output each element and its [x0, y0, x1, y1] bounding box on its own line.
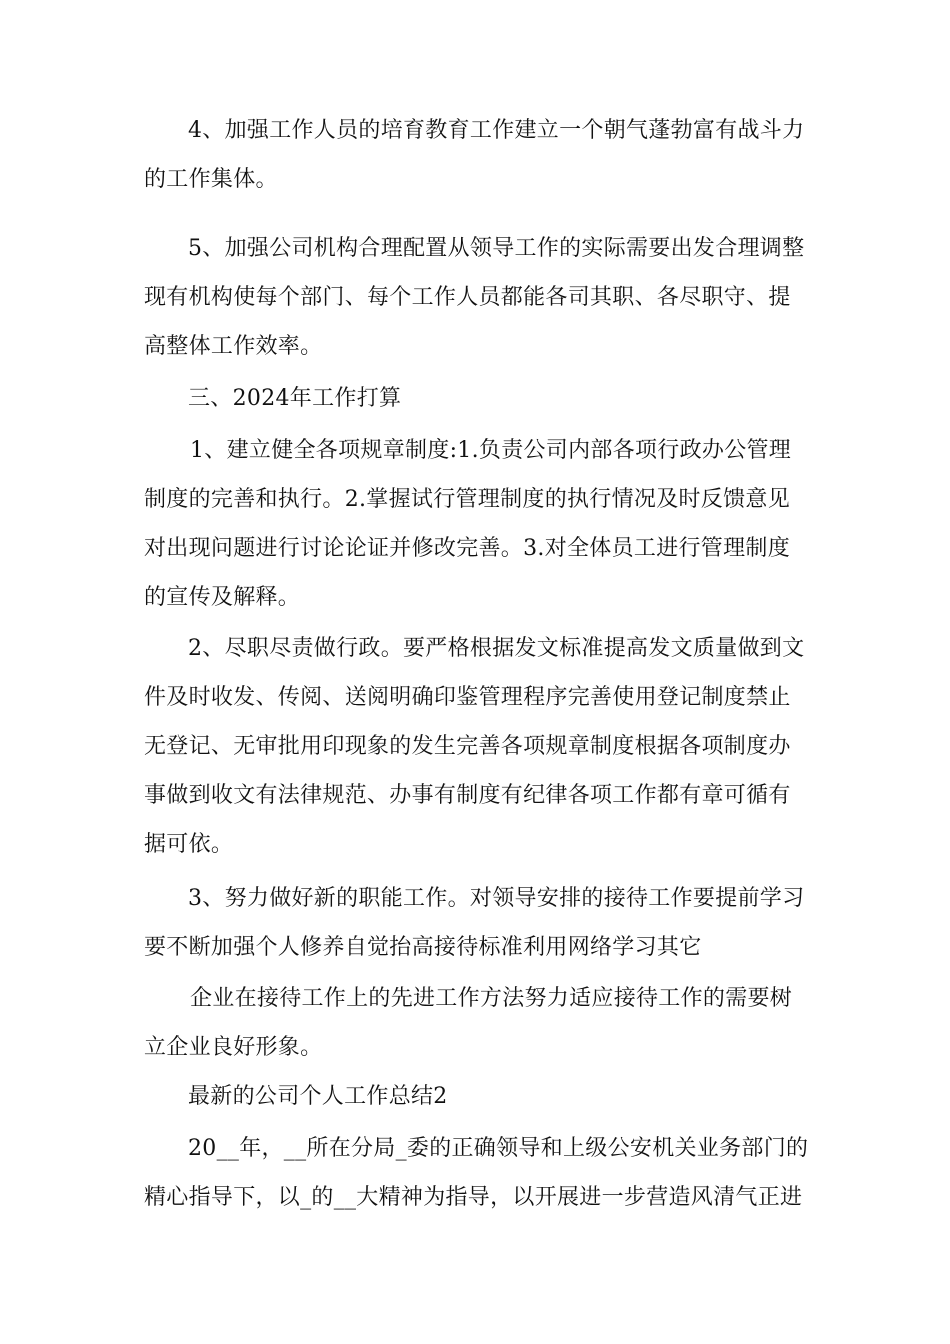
text-line: 的工作集体。	[144, 167, 278, 192]
text-line: 20__年，__所在分局_委的正确领导和上级公安机关业务部门的	[188, 1136, 809, 1161]
text-line: 无登记、无审批用印现象的发生完善各项规章制度根据各项制度办	[144, 734, 791, 759]
text-line: 2、尽职尽责做行政。要严格根据发文标准提高发文质量做到文	[188, 636, 805, 661]
heading-line: 三、2024年工作打算	[188, 386, 402, 411]
text-line: 5、加强公司机构合理配置从领导工作的实际需要出发合理调整	[188, 236, 805, 261]
text-line: 现有机构使每个部门、每个工作人员都能各司其职、各尽职守、提	[144, 285, 791, 310]
text-line: 高整体工作效率。	[144, 334, 323, 359]
paragraph-item-4	[144, 106, 806, 204]
text-line: 1、建立健全各项规章制度:1.负责公司内部各项行政办公管理	[190, 438, 792, 463]
summary-title	[144, 1072, 806, 1121]
text-line: 对出现问题进行讨论论证并修改完善。3.对全体员工进行管理制度	[144, 536, 790, 561]
text-line: 要不断加强个人修养自觉抬高接待标准利用网络学习其它	[144, 935, 702, 960]
text-line: 事做到收文有法律规范、办事有制度有纪律各项工作都有章可循有	[144, 783, 791, 808]
text-line: 企业在接待工作上的先进工作方法努力适应接待工作的需要树	[190, 986, 793, 1011]
text-line: 制度的完善和执行。2.掌握试行管理制度的执行情况及时反馈意见	[144, 487, 790, 512]
section-heading	[144, 374, 806, 423]
paragraph-plan-3-cont	[144, 974, 806, 1072]
text-line: 立企业良好形象。	[144, 1035, 323, 1060]
paragraph-plan-1	[144, 426, 806, 622]
paragraph-plan-3	[144, 874, 806, 972]
text-line: 的宣传及解释。	[144, 585, 301, 610]
paragraph-item-5	[144, 224, 806, 371]
text-line: 件及时收发、传阅、送阅明确印鉴管理程序完善使用登记制度禁止	[144, 685, 791, 710]
text-line: 4、加强工作人员的培育教育工作建立一个朝气蓬勃富有战斗力	[188, 118, 805, 143]
paragraph-plan-2	[144, 624, 806, 869]
text-line: 精心指导下，以_的__大精神为指导，以开展进一步营造风清气正进	[144, 1185, 803, 1210]
text-line: 3、努力做好新的职能工作。对领导安排的接待工作要提前学习	[188, 886, 805, 911]
paragraph-summary	[144, 1124, 809, 1222]
heading-line: 最新的公司个人工作总结2	[188, 1084, 448, 1109]
text-line: 据可依。	[144, 832, 234, 857]
